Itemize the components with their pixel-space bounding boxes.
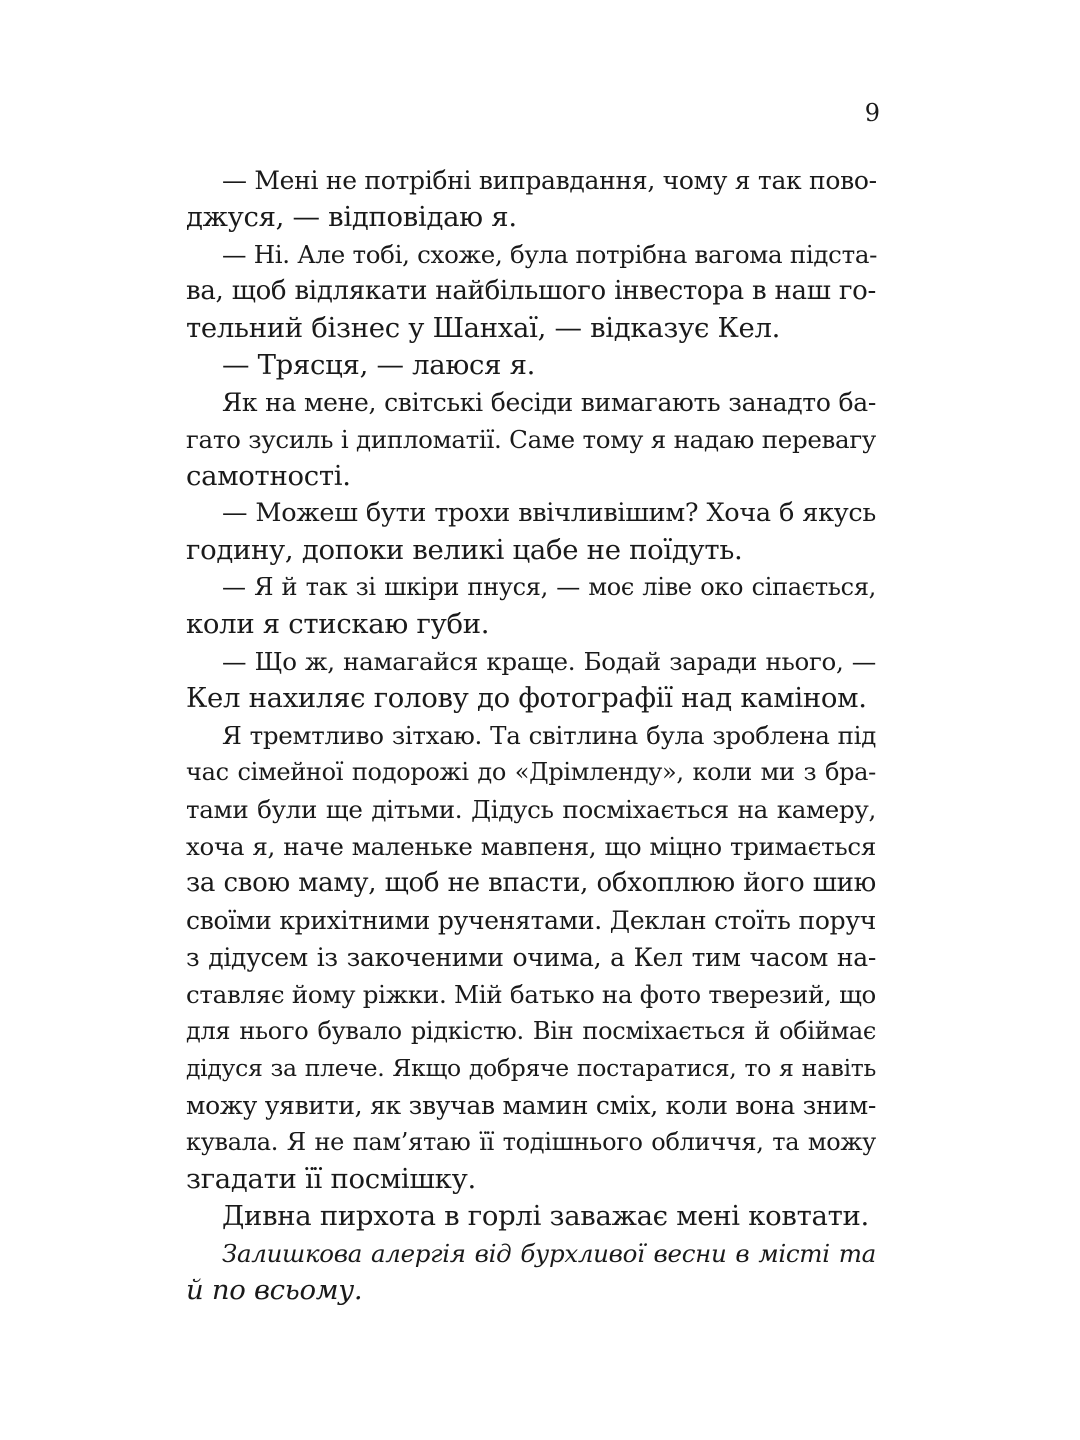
text-line: час сімейної подорожі до «Дрімленду», коли ми з бра- — [186, 758, 876, 786]
text-line: Я тремтливо зітхаю. Та світлина була зроблена під — [222, 721, 876, 750]
text-line: гато зусиль і дипломатії. Саме тому я надаю перевагу — [186, 425, 876, 454]
text-line: коли я стискаю губи. — [186, 608, 490, 640]
text-line: — Мені не потрібні виправдання, чому я так пово- — [222, 166, 877, 195]
text-line: дідуся за плече. Якщо добряче постаратися, то я навіть — [186, 1054, 876, 1082]
text-line: за свою маму, щоб не впасти, обхоплюю його шию — [186, 868, 876, 898]
text-line: згадати її посмішку. — [186, 1163, 476, 1195]
text-line: годину, допоки великі цабе не поїдуть. — [186, 534, 743, 566]
text-line: Як на мене, світські бесіди вимагають занадто ба- — [222, 388, 876, 417]
text-line: кувала. Я не пам’ятаю її тодішнього обличчя, та можу — [186, 1128, 876, 1156]
text-line: — Ні. Але тобі, схоже, була потрібна вагома підста- — [222, 240, 878, 269]
text-line: Залишкова алергія від бурхливої весни в місті та — [222, 1239, 876, 1268]
text-line: ва, щоб відлякати найбільшого інвестора в наш го- — [186, 276, 876, 306]
text-line: — Трясця, — лаюся я. — [222, 349, 536, 381]
text-line: з дідусем із закоченими очима, а Кел тим часом на- — [186, 943, 876, 972]
text-line: Дивна пирхота в горлі заважає мені ковтати. — [222, 1200, 869, 1232]
text-line: Кел нахиляє голову до фотографії над каміном. — [186, 682, 867, 714]
text-line: — Можеш бути трохи ввічливішим? Хоча б якусь — [222, 498, 876, 528]
page-number: 9 — [864, 99, 880, 127]
text-line: — Я й так зі шкіри пнуся, — моє ліве око сіпається, — [222, 573, 876, 601]
text-line: можу уявити, як звучав мамин сміх, коли вона зним- — [186, 1091, 876, 1120]
text-line: самотності. — [186, 460, 351, 492]
text-line: своїми крихітними рученятами. Деклан стоїть поруч — [186, 906, 876, 935]
text-line: ставляє йому ріжки. Мій батько на фото тверезий, що — [186, 980, 876, 1009]
text-line: — Що ж, намагайся краще. Бодай заради нього, — — [222, 647, 876, 676]
text-line: й по всьому. — [186, 1274, 363, 1306]
text-line: хоча я, наче маленьке мавпеня, що міцно тримається — [186, 832, 876, 861]
text-line: тами були ще дітьми. Дідусь посміхається на камеру, — [186, 795, 876, 824]
text-line: для нього бувало рідкістю. Він посміхається й обіймає — [186, 1017, 876, 1045]
body-text — [186, 162, 876, 1309]
text-line: тельний бізнес у Шанхаї, — відказує Кел. — [186, 312, 781, 344]
text-line: джуся, — відповідаю я. — [186, 201, 517, 233]
